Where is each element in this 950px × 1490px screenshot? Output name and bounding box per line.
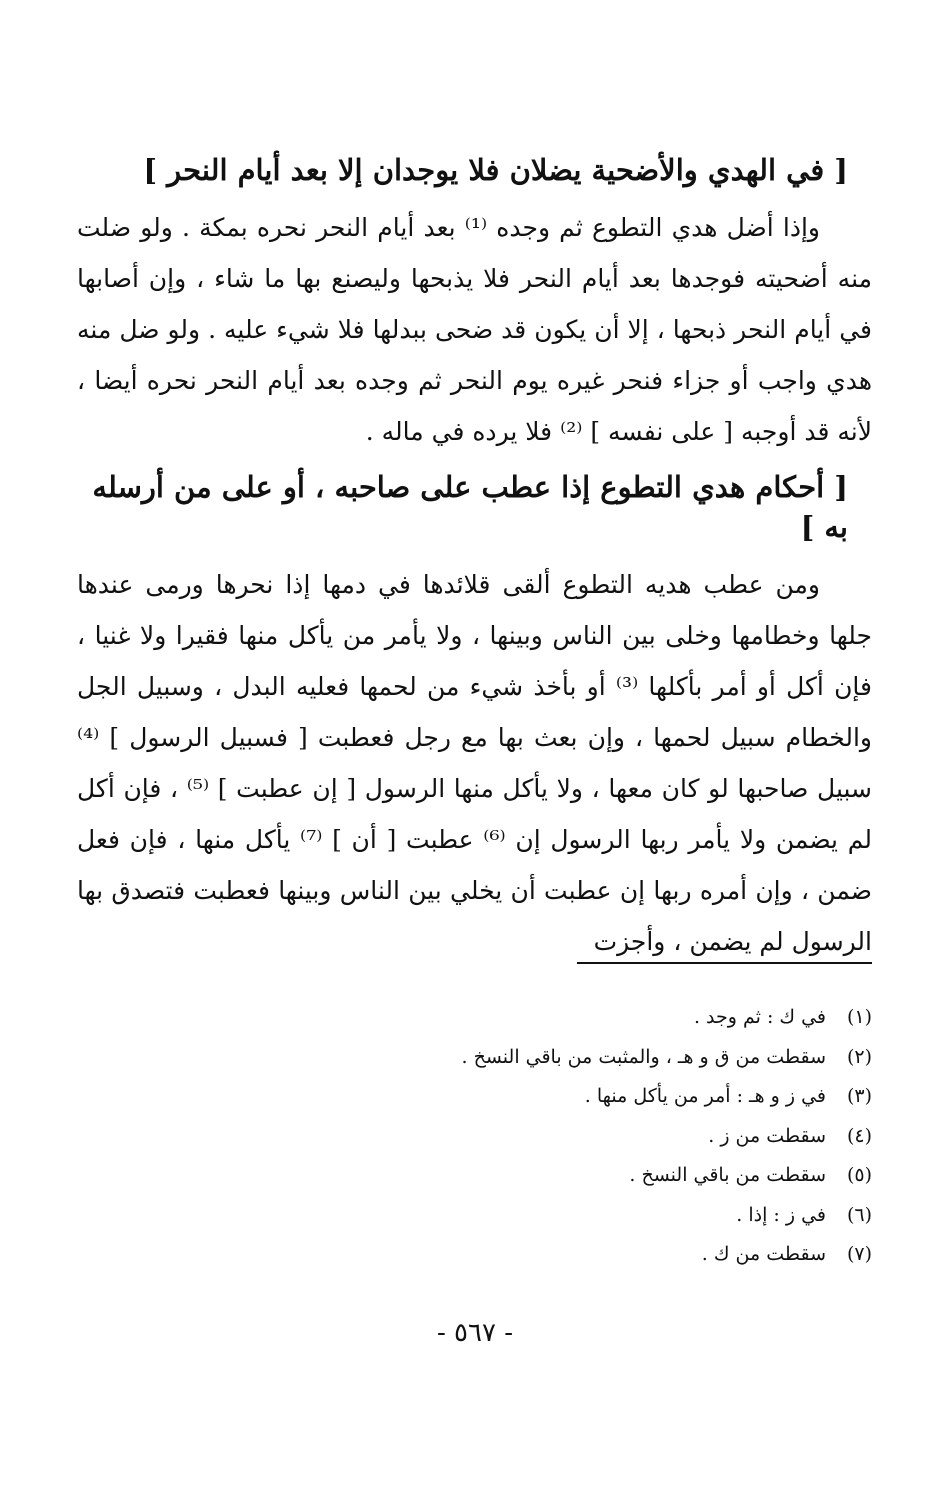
section-paragraph-1-text: وإذا أضل هدي التطوع ثم وجده ⁽¹⁾ بعد أيام النحر نحره بمكة . ولو ضلت منه أضحيته فوجدها بعد أيام النحر فلا يذبحها وليصنع بها ما شاء ، وإن أصابها في أيام النحر ذبحها ، إلا أن يكون قد ضحى ببدلها فلا شيء عليه . ولو ضل منه هدي واجب أو جزاء فنحر غيره يوم النحر ثم وجده بعد أيام النحر نحره أيضا ، لأنه قد أوجبه [ على نفسه ] ⁽²⁾ فلا يرده في ماله . — [77, 213, 872, 446]
footnote-number: (٦) — [846, 1203, 872, 1226]
footnote-divider — [577, 962, 872, 964]
page-body — [77, 150, 872, 967]
section-paragraph-2-text: ومن عطب هديه التطوع ألقى قلائدها في دمها إذا نحرها ورمى عندها جلها وخطامها وخلى بين الناس وبينها ، ولا يأمر من يأكل منها فقيرا ولا غنيا ، فإن أكل أو أمر بأكلها ⁽³⁾ أو بأخذ شيء من لحمها فعليه البدل ، وسبيل الجل والخطام سبيل لحمها ، وإن بعث بها مع رجل فعطبت [ فسبيل الرسول ] ⁽⁴⁾ سبيل صاحبها لو كان معها ، ولا يأكل منها الرسول [ إن عطبت ] ⁽⁵⁾ ، فإن أكل لم يضمن ولا يأمر ربها الرسول إن ⁽⁶⁾ عطبت [ أن ] ⁽⁷⁾ يأكل منها ، فإن فعل ضمن ، وإن أمره ربها إن عطبت أن يخلي بين الناس وبينها فعطبت فتصدق بها الرسول لم يضمن ، وأجزت — [77, 570, 872, 956]
footnote-item — [77, 1156, 872, 1196]
section-heading-1: [ في الهدي والأضحية يضلان فلا يوجدان إلا بعد أيام النحر ] — [143, 153, 848, 187]
footnote-item — [77, 1077, 872, 1117]
footnote-text: سقطت من ز . — [708, 1124, 826, 1147]
footnote-item — [77, 1117, 872, 1157]
footnote-text: في ك : ثم وجد . — [693, 1006, 826, 1028]
footnote-number: (٣) — [846, 1085, 872, 1107]
footnote-text: سقطت من باقي النسخ . — [629, 1164, 826, 1186]
section-spacer — [77, 457, 872, 467]
section-paragraph-2 — [77, 559, 872, 967]
section-paragraph-1 — [77, 202, 872, 457]
page-number: - ٥٦٧ - — [436, 1318, 514, 1348]
footnote-item — [77, 1196, 872, 1236]
footnote-item — [77, 1038, 872, 1078]
footnote-item — [77, 998, 872, 1038]
footnote-text: في ز : إذا . — [736, 1203, 826, 1226]
footnote-number: (١) — [846, 1006, 872, 1028]
footnote-number: (٧) — [846, 1243, 872, 1265]
footnote-number: (٢) — [846, 1045, 872, 1068]
footnote-text: في ز و هـ : أمر من يأكل منها . — [584, 1085, 826, 1107]
footnote-item — [77, 1235, 872, 1275]
footnote-text: سقطت من ك . — [701, 1243, 826, 1265]
footnote-number: (٤) — [846, 1124, 872, 1147]
footnote-list — [77, 998, 872, 1275]
footnote-text: سقطت من ق و هـ ، والمثبت من باقي النسخ . — [461, 1045, 826, 1068]
section-heading-2: [ أحكام هدي التطوع إذا عطب على صاحبه ، أو على من أرسله به ] — [92, 470, 848, 544]
footnote-number: (٥) — [846, 1164, 872, 1186]
